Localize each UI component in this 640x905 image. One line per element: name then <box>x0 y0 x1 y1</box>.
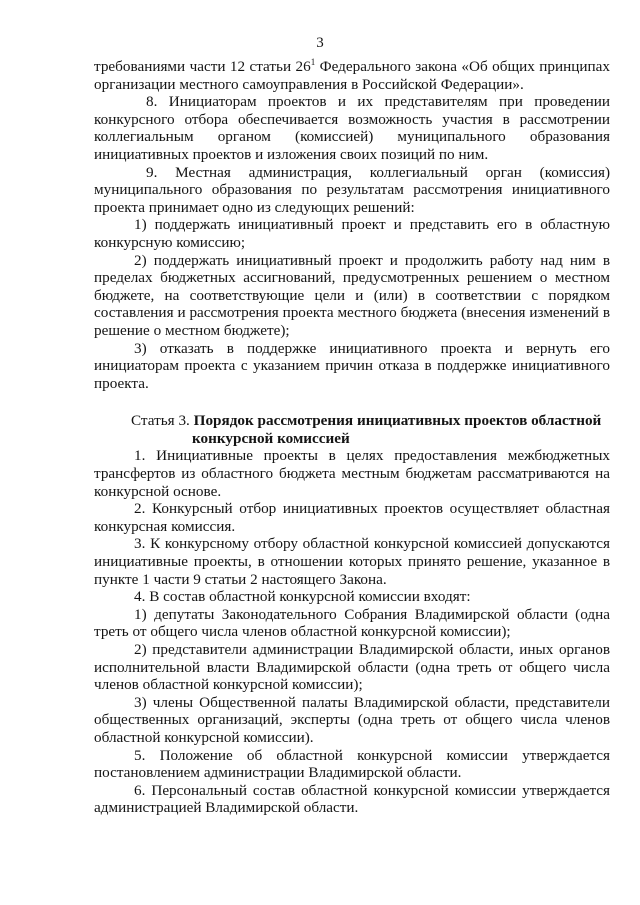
article-3-paragraph-3: 3. К конкурсному отбору областной конкурсной комиссией допускаются инициативные проекты, в отношении которых принято решение, указанное в пункте 1 части 9 статьи 2 настоящего Закона. <box>94 535 610 588</box>
article-3-heading <box>94 412 610 447</box>
article-3-paragraph-2: 2. Конкурсный отбор инициативных проектов осуществляет областная конкурсная комиссия. <box>94 500 610 535</box>
article-3-label: Статья 3. <box>131 412 190 430</box>
article-3-title-line-2: конкурсной комиссией <box>192 429 350 447</box>
article-3-paragraph-4-item-1: 1) депутаты Законодательного Собрания Владимирской области (одна треть от общего числа членов областной конкурсной комиссии); <box>94 605 610 641</box>
continuation-text: требованиями части 12 статьи 26 <box>94 58 311 75</box>
page-number: 3 <box>316 35 324 51</box>
article-3-paragraph-4: 4. В состав областной конкурсной комиссии входят: <box>134 588 471 606</box>
superscript: 1 <box>310 57 316 67</box>
article-3-paragraph-6: 6. Персональный состав областной конкурсной комиссии утверждается администрацией Владимирской области. <box>94 781 610 817</box>
article-3-paragraph-1: 1. Инициативные проекты в целях предоставления межбюджетных трансфертов из областного бюджета местным бюджетам рассматриваются на конкурсной основе. <box>94 447 610 500</box>
paragraph-9: 9. Местная администрация, коллегиальный орган (комиссия) муниципального образования по результатам рассмотрения инициативного проекта принимает одно из следующих решений: <box>94 163 610 216</box>
document-body <box>94 58 610 817</box>
article-3-paragraph-4-item-3: 3) члены Общественной палаты Владимирской области, представители общественных организаций, эксперты (одна треть от общего числа членов областной конкурсной комиссии). <box>94 693 610 746</box>
article-3-title-line-1: Порядок рассмотрения инициативных проектов областной <box>193 412 602 430</box>
article-3-paragraph-5: 5. Положение об областной конкурсной комиссии утверждается постановлением администрации Владимирской области. <box>94 746 610 782</box>
article-3-paragraph-4-item-2: 2) представители администрации Владимирской области, иных органов исполнительной власти Владимирской области (одна треть от общего числа членов областной конкурсной комиссии); <box>94 641 610 694</box>
paragraph-8: 8. Инициаторам проектов и их представителям при проведении конкурсного отбора обеспечивается возможность участия в рассмотрении коллегиальным органом (комиссией) муниципального образования инициативных проектов и изложения своих позиций по ним. <box>94 93 610 163</box>
paragraph-9-item-2: 2) поддержать инициативный проект и продолжить работу над ним в пределах бюджетных ассигнований, предусмотренных решением о местном бюджете, на соответствующие цели и (или) в соответствии с порядком составления и рассмотрения проекта местного бюджета (внесения изменений в решение о местном бюджете); <box>94 251 610 339</box>
continuation-paragraph <box>94 58 610 93</box>
paragraph-9-item-1: 1) поддержать инициативный проект и представить его в областную конкурсную комиссию; <box>94 216 610 251</box>
paragraph-9-item-3: 3) отказать в поддержке инициативного проекта и вернуть его инициаторам проекта с указанием причин отказа в поддержке инициативного проекта. <box>94 339 610 392</box>
continuation-tail: Федерального закона «Об общих принципах организации местного самоуправления в Российской Федерации». <box>94 58 610 93</box>
